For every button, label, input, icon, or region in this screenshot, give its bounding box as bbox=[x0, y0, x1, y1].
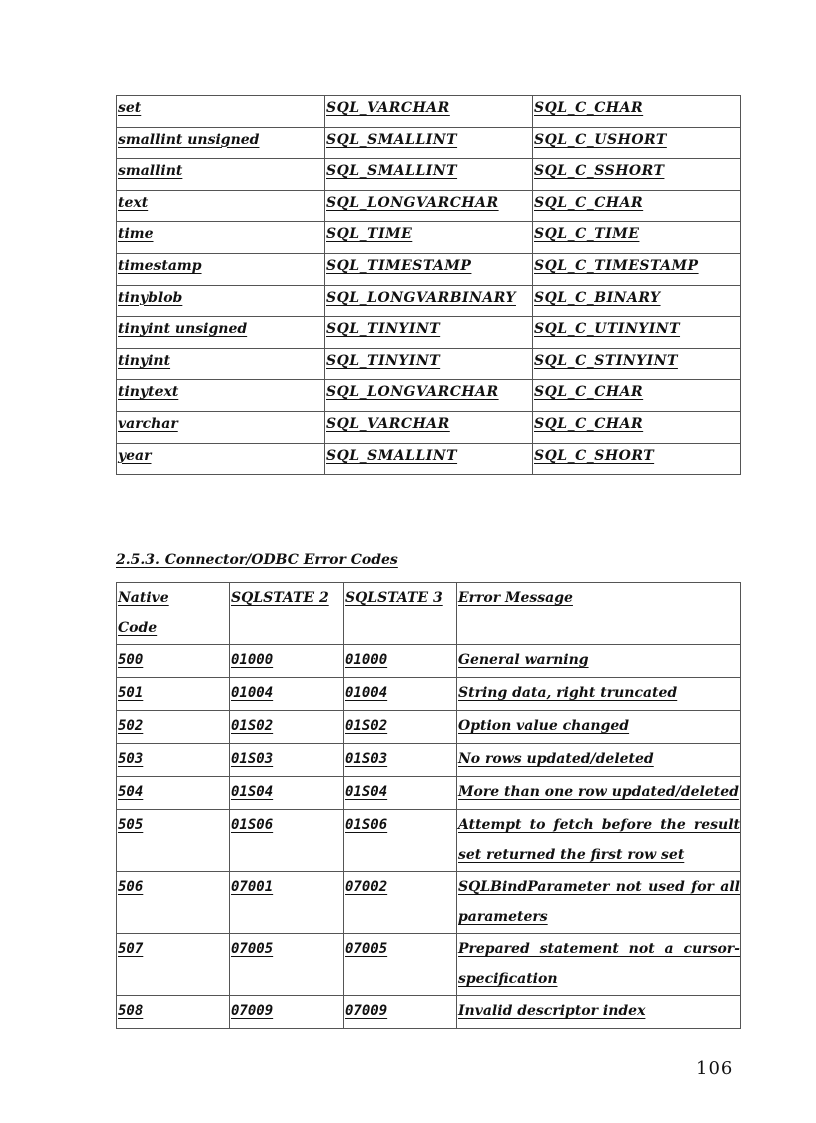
table-row bbox=[117, 411, 741, 443]
table-row bbox=[117, 810, 741, 872]
table-row bbox=[117, 872, 741, 934]
sqlstate-2-cell: 01S06 bbox=[230, 810, 344, 872]
sqlstate-3-cell: 01S02 bbox=[344, 711, 457, 744]
error-message-cell: Attempt to fetch before the result set returned the first row set bbox=[457, 810, 741, 872]
c-type-cell: SQL_C_UTINYINT bbox=[533, 317, 741, 349]
c-type-cell: SQL_C_BINARY bbox=[533, 285, 741, 317]
sqlstate-3-cell: 01S04 bbox=[344, 777, 457, 810]
table-row bbox=[117, 744, 741, 777]
mysql-type-cell: timestamp bbox=[117, 253, 325, 285]
native-code-cell: 504 bbox=[117, 777, 230, 810]
native-code-cell: 505 bbox=[117, 810, 230, 872]
error-message-cell: Option value changed bbox=[457, 711, 741, 744]
mysql-type-cell: tinyint bbox=[117, 348, 325, 380]
sqlstate-3-cell: 01000 bbox=[344, 645, 457, 678]
sqlstate-2-cell: 01000 bbox=[230, 645, 344, 678]
sqlstate-3-cell: 01S03 bbox=[344, 744, 457, 777]
sqlstate-2-cell: 07005 bbox=[230, 934, 344, 996]
data-type-mapping-body bbox=[117, 96, 741, 475]
table-row bbox=[117, 190, 741, 222]
sqlstate-3-cell: 01S06 bbox=[344, 810, 457, 872]
table-header-row bbox=[117, 583, 741, 645]
mysql-type-cell: tinyint unsigned bbox=[117, 317, 325, 349]
sqlstate-2-cell: 01S02 bbox=[230, 711, 344, 744]
native-code-cell: 500 bbox=[117, 645, 230, 678]
table-row bbox=[117, 777, 741, 810]
error-message-cell: Prepared statement not a cursor-specification bbox=[457, 934, 741, 996]
sqlstate-2-cell: 01S03 bbox=[230, 744, 344, 777]
native-code-cell: 507 bbox=[117, 934, 230, 996]
sql-type-cell: SQL_TIMESTAMP bbox=[325, 253, 533, 285]
sqlstate-2-cell: 01S04 bbox=[230, 777, 344, 810]
sql-type-cell: SQL_LONGVARCHAR bbox=[325, 380, 533, 412]
section-heading: 2.5.3. Connector/ODBC Error Codes bbox=[116, 552, 398, 568]
c-type-cell: SQL_C_SSHORT bbox=[533, 159, 741, 191]
header-sqlstate-2: SQLSTATE 2 bbox=[230, 583, 344, 645]
mysql-type-cell: tinytext bbox=[117, 380, 325, 412]
data-type-mapping-table bbox=[116, 95, 741, 475]
c-type-cell: SQL_C_CHAR bbox=[533, 411, 741, 443]
sqlstate-3-cell: 01004 bbox=[344, 678, 457, 711]
sqlstate-2-cell: 01004 bbox=[230, 678, 344, 711]
error-message-cell: No rows updated/deleted bbox=[457, 744, 741, 777]
sql-type-cell: SQL_TIME bbox=[325, 222, 533, 254]
native-code-cell: 502 bbox=[117, 711, 230, 744]
sql-type-cell: SQL_SMALLINT bbox=[325, 159, 533, 191]
sql-type-cell: SQL_LONGVARBINARY bbox=[325, 285, 533, 317]
mysql-type-cell: text bbox=[117, 190, 325, 222]
native-code-cell: 503 bbox=[117, 744, 230, 777]
sqlstate-2-cell: 07009 bbox=[230, 996, 344, 1029]
mysql-type-cell: tinyblob bbox=[117, 285, 325, 317]
sqlstate-3-cell: 07009 bbox=[344, 996, 457, 1029]
header-error-message: Error Message bbox=[457, 583, 741, 645]
table-row bbox=[117, 934, 741, 996]
error-message-cell: Invalid descriptor index bbox=[457, 996, 741, 1029]
table-row bbox=[117, 285, 741, 317]
error-message-cell: String data, right truncated bbox=[457, 678, 741, 711]
sql-type-cell: SQL_LONGVARCHAR bbox=[325, 190, 533, 222]
header-native-code: Native Code bbox=[117, 583, 230, 645]
table-row bbox=[117, 348, 741, 380]
sql-type-cell: SQL_TINYINT bbox=[325, 317, 533, 349]
mysql-type-cell: smallint unsigned bbox=[117, 127, 325, 159]
native-code-cell: 501 bbox=[117, 678, 230, 711]
mysql-type-cell: smallint bbox=[117, 159, 325, 191]
c-type-cell: SQL_C_TIME bbox=[533, 222, 741, 254]
sql-type-cell: SQL_VARCHAR bbox=[325, 96, 533, 128]
c-type-cell: SQL_C_USHORT bbox=[533, 127, 741, 159]
sqlstate-3-cell: 07002 bbox=[344, 872, 457, 934]
sqlstate-2-cell: 07001 bbox=[230, 872, 344, 934]
c-type-cell: SQL_C_CHAR bbox=[533, 380, 741, 412]
c-type-cell: SQL_C_CHAR bbox=[533, 190, 741, 222]
c-type-cell: SQL_C_STINYINT bbox=[533, 348, 741, 380]
mysql-type-cell: year bbox=[117, 443, 325, 475]
error-message-cell: More than one row updated/deleted bbox=[457, 777, 741, 810]
error-message-cell: SQLBindParameter not used for all parameters bbox=[457, 872, 741, 934]
table-row bbox=[117, 645, 741, 678]
error-codes-body bbox=[117, 645, 741, 1029]
table-row bbox=[117, 222, 741, 254]
table-row bbox=[117, 711, 741, 744]
sql-type-cell: SQL_SMALLINT bbox=[325, 443, 533, 475]
c-type-cell: SQL_C_CHAR bbox=[533, 96, 741, 128]
error-codes-table bbox=[116, 582, 741, 1029]
mysql-type-cell: set bbox=[117, 96, 325, 128]
c-type-cell: SQL_C_SHORT bbox=[533, 443, 741, 475]
table-row bbox=[117, 127, 741, 159]
sqlstate-3-cell: 07005 bbox=[344, 934, 457, 996]
table-row bbox=[117, 253, 741, 285]
table-row bbox=[117, 317, 741, 349]
error-codes-header bbox=[117, 583, 741, 645]
table-row bbox=[117, 380, 741, 412]
sql-type-cell: SQL_SMALLINT bbox=[325, 127, 533, 159]
table-row bbox=[117, 443, 741, 475]
table-row bbox=[117, 96, 741, 128]
mysql-type-cell: varchar bbox=[117, 411, 325, 443]
native-code-cell: 506 bbox=[117, 872, 230, 934]
table-row bbox=[117, 678, 741, 711]
page-number: 106 bbox=[696, 1058, 734, 1079]
error-message-cell: General warning bbox=[457, 645, 741, 678]
header-sqlstate-3: SQLSTATE 3 bbox=[344, 583, 457, 645]
table-row bbox=[117, 159, 741, 191]
sql-type-cell: SQL_VARCHAR bbox=[325, 411, 533, 443]
mysql-type-cell: time bbox=[117, 222, 325, 254]
c-type-cell: SQL_C_TIMESTAMP bbox=[533, 253, 741, 285]
table-row bbox=[117, 996, 741, 1029]
native-code-cell: 508 bbox=[117, 996, 230, 1029]
sql-type-cell: SQL_TINYINT bbox=[325, 348, 533, 380]
